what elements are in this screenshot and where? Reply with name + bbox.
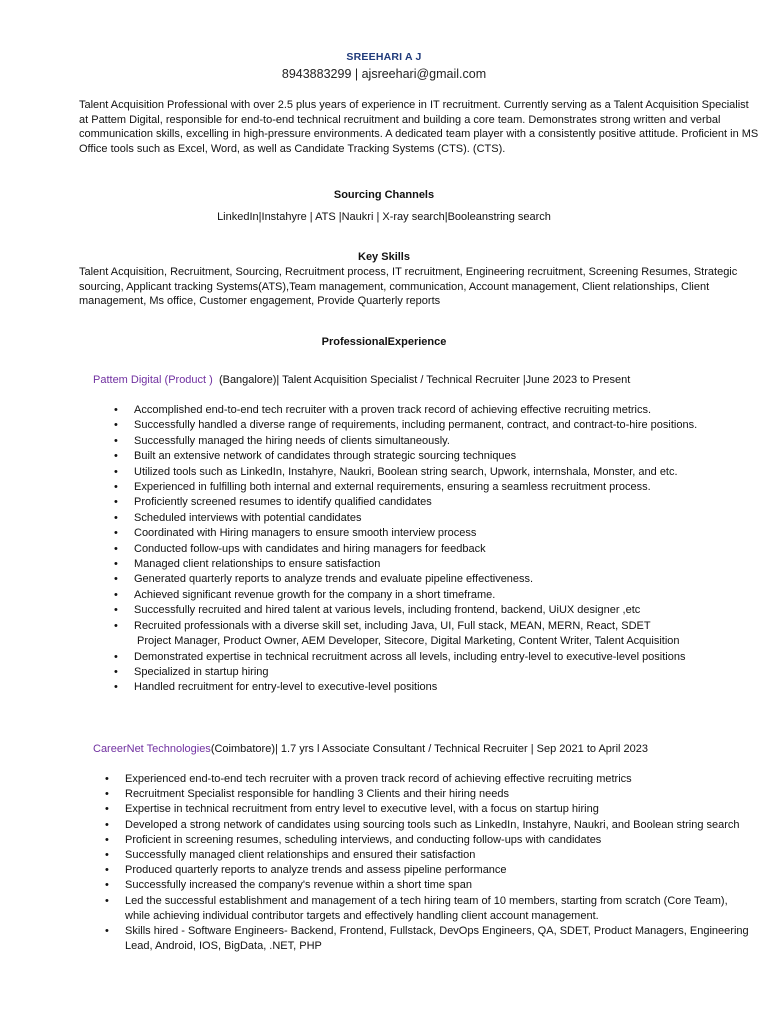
skills-heading: Key Skills <box>358 251 410 263</box>
list-item: • Experienced in fulfilling both internal and external requirements, ensuring a seamless recruitment process. <box>134 480 754 495</box>
list-item: • Successfully recruited and hired talent at various levels, including frontend, backend, UiUX designer ,etc <box>134 603 754 618</box>
sourcing-channels: LinkedIn|Instahyre | ATS |Naukri | X-ray search|Booleanstring search <box>217 211 551 223</box>
list-item: • Successfully increased the company's revenue within a short time span <box>125 878 755 893</box>
job-details: (Bangalore)| Talent Acquisition Specialist / Technical Recruiter |June 2023 to Present <box>212 374 631 386</box>
list-item: • Specialized in startup hiring <box>134 665 754 680</box>
list-item: • Handled recruitment for entry-level to executive-level positions <box>134 680 754 695</box>
list-item: • Scheduled interviews with potential candidates <box>134 511 754 526</box>
key-skills: Talent Acquisition, Recruitment, Sourcing, Recruitment process, IT recruitment, Engineering recruitment, Screening Resumes, Strategic sourcing, Applicant tracking Systems(ATS),Team management, communication, Account management, Client relationships, Client management, Ms office, Customer engagement, Provide Quarterly reports <box>79 266 738 307</box>
list-item: • Proficient in screening resumes, scheduling interviews, and conducting follow-ups with candidates <box>125 833 755 848</box>
list-item: • Successfully managed the hiring needs of clients simultaneously. <box>134 434 754 449</box>
list-item: • Generated quarterly reports to analyze trends and evaluate pipeline effectiveness. <box>134 572 754 587</box>
profile-summary: Talent Acquisition Professional with over 2.5 plus years of experience in IT recruitment. Currently serving as a Talent Acquisition Specialist at Pattem Digital, responsible for end-to-end technical recruitment and building a core team. Demonstrates strong written and verbal communication skills, excelling in high-pressure environments. A dedicated team player with a consistently positive attitude. Proficient in MS Office tools such as Excel, Word, as well as Candidate Tracking Systems (CTS). (CTS). <box>79 99 759 155</box>
list-item: • Led the successful establishment and management of a tech hiring team of 10 members, starting from scratch (Core Team), while achieving individual contributor targets and effectively handling client account management. <box>125 894 755 924</box>
list-item: • Expertise in technical recruitment from entry level to executive level, with a focus on startup hiring <box>125 802 755 817</box>
list-item: • Utilized tools such as LinkedIn, Instahyre, Naukri, Boolean string search, Upwork, internshala, Monster, and etc. <box>134 465 754 480</box>
job-title-line <box>93 374 630 386</box>
job-bullets <box>134 403 754 696</box>
company-name: Pattem Digital (Product ) <box>93 374 213 386</box>
list-item: • Experienced end-to-end tech recruiter with a proven track record of achieving effective recruiting metrics <box>125 772 755 787</box>
list-item: • Produced quarterly reports to analyze trends and assess pipeline performance <box>125 863 755 878</box>
list-item: • Skills hired - Software Engineers- Backend, Frontend, Fullstack, DevOps Engineers, QA, SDET, Product Managers, Engineering Lead, Android, IOS, BigData, .NET, PHP <box>125 924 755 954</box>
candidate-name: SREEHARI A J <box>346 51 422 63</box>
list-item: • Successfully handled a diverse range of requirements, including permanent, contract, and contract-to-hire positions. <box>134 418 754 433</box>
list-item: • Built an extensive network of candidates through strategic sourcing techniques <box>134 449 754 464</box>
sourcing-heading: Sourcing Channels <box>333 189 435 201</box>
list-item: • Conducted follow-ups with candidates and hiring managers for feedback <box>134 542 754 557</box>
list-item: • Demonstrated expertise in technical recruitment across all levels, including entry-level to executive-level positions <box>134 650 754 665</box>
job-title-line <box>93 743 648 755</box>
list-item: • Accomplished end-to-end tech recruiter with a proven track record of achieving effective recruiting metrics. <box>134 403 754 418</box>
list-item: • Recruited professionals with a diverse skill set, including Java, UI, Full stack, MEAN, MERN, React, SDET <box>134 619 754 634</box>
list-item: • Recruitment Specialist responsible for handling 3 Clients and their hiring needs <box>125 787 755 802</box>
list-item: • Proficiently screened resumes to identify qualified candidates <box>134 495 754 510</box>
list-item: • Developed a strong network of candidates using sourcing tools such as LinkedIn, Instahyre, Naukri, and Boolean string search <box>125 818 755 833</box>
experience-heading: ProfessionalExperience <box>321 336 447 348</box>
list-item: • Managed client relationships to ensure satisfaction <box>134 557 754 572</box>
company-name: CareerNet Technologies <box>93 743 211 755</box>
list-item: • Achieved significant revenue growth for the company in a short timeframe. <box>134 588 754 603</box>
job-bullets <box>125 772 755 954</box>
list-item: • Coordinated with Hiring managers to ensure smooth interview process <box>134 526 754 541</box>
list-item-continuation: Project Manager, Product Owner, AEM Developer, Sitecore, Digital Marketing, Content Writer, Talent Acquisition <box>137 635 680 648</box>
contact-info: 8943883299 | ajsreehari@gmail.com <box>281 67 487 81</box>
job-details: (Coimbatore)| 1.7 yrs l Associate Consultant / Technical Recruiter | Sep 2021 to April 2023 <box>210 743 648 755</box>
list-item: • Successfully managed client relationships and ensured their satisfaction <box>125 848 755 863</box>
